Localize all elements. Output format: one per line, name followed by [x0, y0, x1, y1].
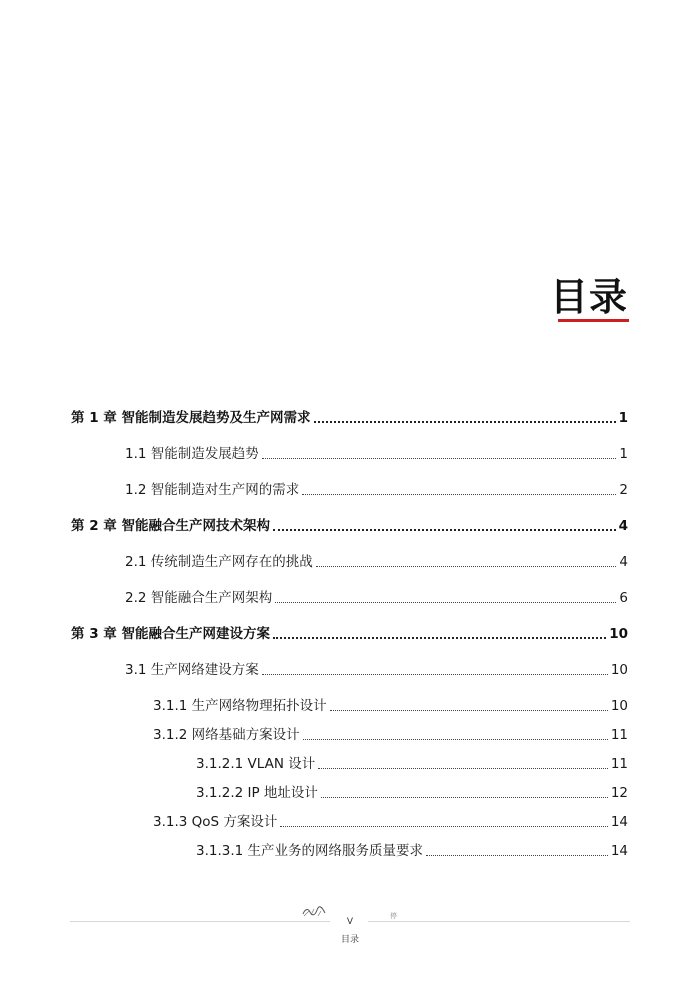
- toc-entry-page: 6: [619, 590, 628, 606]
- toc-entry-page: 2: [619, 482, 628, 498]
- toc-entry-page: 1: [619, 446, 628, 462]
- toc-leader-dots: [303, 739, 608, 740]
- toc-entry-page: 10: [609, 626, 628, 642]
- toc-entry-1-1[interactable]: [125, 444, 628, 464]
- toc-entry-label: 2.1 传统制造生产网存在的挑战: [125, 554, 313, 570]
- toc-entry-2-1[interactable]: [125, 552, 628, 572]
- toc-entry-page: 10: [610, 662, 628, 678]
- toc-entry-label: 3.1 生产网络建设方案: [125, 662, 259, 678]
- toc-leader-dots: [275, 602, 616, 603]
- toc-entry-1-2[interactable]: [125, 480, 628, 500]
- toc-entry-3-1-2[interactable]: [153, 725, 628, 745]
- toc-leader-dots: [316, 566, 617, 567]
- toc-entry-label: 3.1.1 生产网络物理拓扑设计: [153, 698, 327, 714]
- toc-entry-label: 第 1 章 智能制造发展趋势及生产网需求: [71, 410, 311, 426]
- toc-entry-3-1-1[interactable]: [153, 696, 628, 716]
- toc-entry-label: 2.2 智能融合生产网架构: [125, 590, 273, 606]
- toc-entry-2-2[interactable]: [125, 588, 628, 608]
- toc-leader-dots: [262, 458, 617, 459]
- toc-entry-page: 11: [610, 756, 628, 772]
- toc-leader-dots: [302, 494, 616, 495]
- footer-mark-text: 停: [390, 912, 397, 920]
- toc-entry-chapter-1[interactable]: [71, 408, 628, 428]
- toc-entry-label: 3.1.2.1 VLAN 设计: [196, 756, 316, 772]
- toc-entry-label: 1.1 智能制造发展趋势: [125, 446, 259, 462]
- toc-entry-3-1-2-2[interactable]: [196, 783, 628, 803]
- toc-entry-label: 第 3 章 智能融合生产网建设方案: [71, 626, 270, 642]
- heading-underline: [558, 319, 629, 322]
- toc-leader-dots: [318, 768, 608, 769]
- toc-entry-label: 3.1.2.2 IP 地址设计: [196, 785, 318, 801]
- toc-entry-label: 3.1.3.1 生产业务的网络服务质量要求: [196, 843, 424, 859]
- toc-entry-page: 12: [610, 785, 628, 801]
- footer-section-label: 目录: [340, 935, 359, 945]
- toc-entry-page: 10: [610, 698, 628, 714]
- toc-leader-dots: [314, 421, 616, 423]
- toc-leader-dots: [273, 529, 616, 531]
- toc-leader-dots: [426, 855, 608, 856]
- toc-entry-label: 1.2 智能制造对生产网的需求: [125, 482, 300, 498]
- toc-entry-chapter-2[interactable]: [71, 516, 628, 536]
- toc-entry-label: 3.1.2 网络基础方案设计: [153, 727, 300, 743]
- toc-entry-page: 11: [610, 727, 628, 743]
- toc-leader-dots: [330, 710, 608, 711]
- toc-entry-3-1-2-1[interactable]: [196, 754, 628, 774]
- toc-entry-label: 第 2 章 智能融合生产网技术架构: [71, 518, 270, 534]
- toc-entry-page: 4: [619, 554, 628, 570]
- toc-entry-page: 1: [618, 410, 628, 426]
- toc-leader-dots: [262, 674, 608, 675]
- toc-entry-page: 14: [610, 843, 628, 859]
- toc-entry-page: 4: [618, 518, 628, 534]
- toc-leader-dots: [280, 826, 607, 827]
- toc-entry-chapter-3[interactable]: [71, 624, 628, 644]
- footer-page-number: V: [346, 917, 354, 927]
- toc-entry-3-1[interactable]: [125, 660, 628, 680]
- toc-leader-dots: [273, 637, 606, 639]
- toc-entry-3-1-3[interactable]: [153, 812, 628, 832]
- toc-entry-3-1-3-1[interactable]: [196, 841, 628, 861]
- toc-entry-label: 3.1.3 QoS 方案设计: [153, 814, 278, 830]
- toc-heading: 目录: [549, 275, 628, 319]
- toc-leader-dots: [321, 797, 608, 798]
- toc-entry-page: 14: [610, 814, 628, 830]
